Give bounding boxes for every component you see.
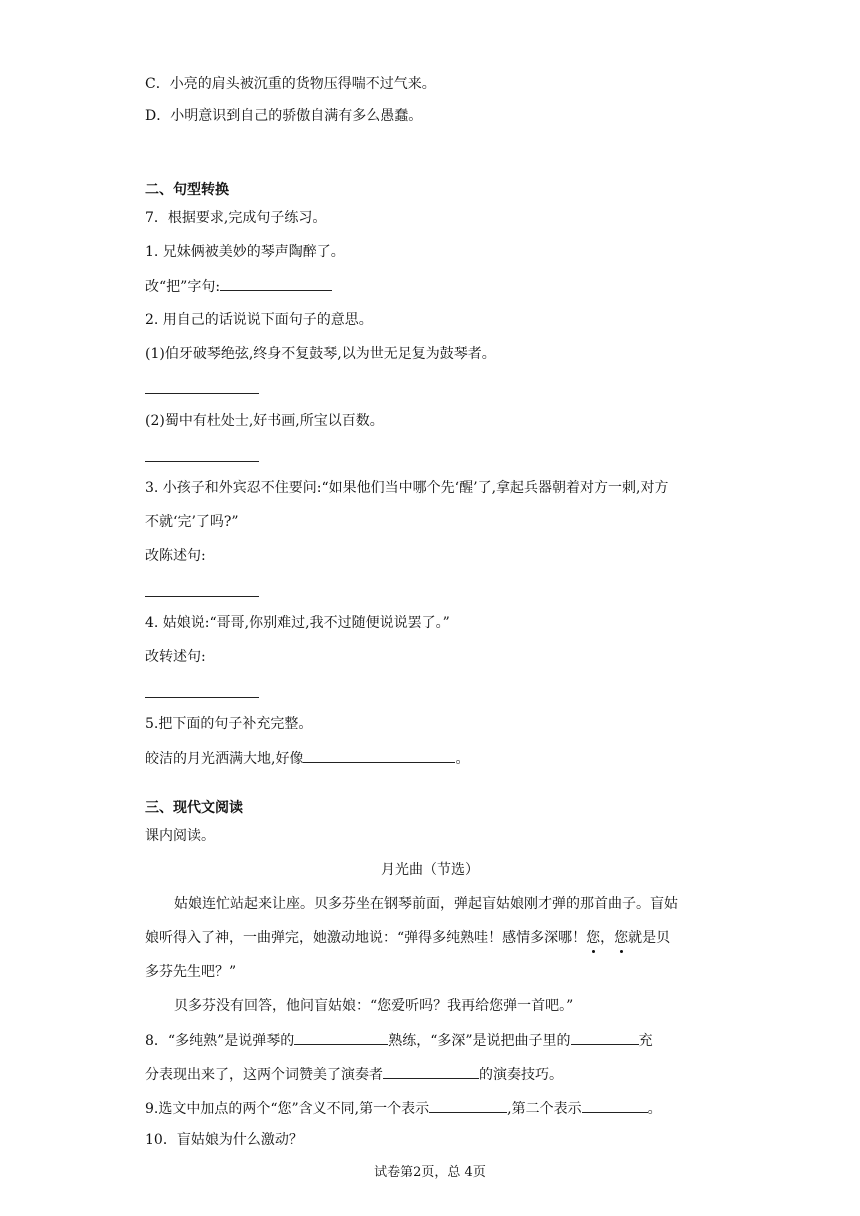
answer-line[interactable] xyxy=(145,393,259,394)
answer-blank[interactable] xyxy=(571,1030,639,1045)
sentence-4-requirement: 改转述句: xyxy=(145,649,206,665)
passage-line-3: 多芬先生吧？” xyxy=(145,964,237,980)
question-text: 分表现出来了，这两个词赞美了演奏者 xyxy=(145,1067,383,1083)
answer-blank[interactable] xyxy=(220,276,332,291)
question-9 xyxy=(145,1098,662,1119)
answer-blank[interactable] xyxy=(429,1098,507,1113)
question-text: ,第二个表示 xyxy=(507,1101,582,1117)
passage-title: 月光曲（节选） xyxy=(381,862,479,878)
page-footer: 试卷第2页，总 4页 xyxy=(374,1165,486,1180)
question-10: 10．盲姑娘为什么激动？ xyxy=(145,1132,303,1148)
question-text: 熟练，“多深”是说把曲子里的 xyxy=(388,1033,571,1049)
passage-line-2 xyxy=(145,928,670,948)
sentence-3-requirement: 改陈述句: xyxy=(145,548,206,564)
section-heading-modern-reading: 三、现代文阅读 xyxy=(145,800,243,816)
answer-blank[interactable] xyxy=(383,1064,479,1079)
sentence-3-line-1: 3. 小孩子和外宾忍不住要问:“如果他们当中哪个先‘醒’了,拿起兵器朝着对方一刺,对方 xyxy=(145,480,669,496)
sentence-1: 1. 兄妹俩被美妙的琴声陶醉了。 xyxy=(145,244,345,260)
passage-text: 娘听得入了神，一曲弹完，她激动地说：“弹得多纯熟哇！感情多深哪！ xyxy=(145,930,587,946)
reading-intro: 课内阅读。 xyxy=(145,828,215,844)
question-text: 8．“多纯熟”是说弹琴的 xyxy=(145,1033,295,1049)
sentence-2-b: (2)蜀中有杜处士,好书画,所宝以百数。 xyxy=(145,413,384,429)
sentence-5-prefix: 皎洁的月光洒满大地,好像 xyxy=(145,751,304,767)
answer-blank[interactable] xyxy=(582,1098,648,1113)
answer-line[interactable] xyxy=(145,596,259,597)
question-8-line-2 xyxy=(145,1064,563,1085)
answer-line[interactable] xyxy=(145,697,259,698)
option-c: C．小亮的肩头被沉重的货物压得喘不过气来。 xyxy=(145,76,436,92)
question-8-line-1 xyxy=(145,1030,653,1051)
sentence-5: 5.把下面的句子补充完整。 xyxy=(145,716,313,732)
sentence-3-line-2: 不就‘完’了吗?” xyxy=(145,514,239,530)
answer-line[interactable] xyxy=(145,461,259,462)
answer-blank[interactable] xyxy=(294,1030,388,1045)
sentence-4: 4. 姑娘说:“哥哥,你别难过,我不过随便说说罢了。” xyxy=(145,615,450,631)
passage-text: 就是贝 xyxy=(628,930,671,946)
sentence-2: 2. 用自己的话说说下面句子的意思。 xyxy=(145,312,373,328)
question-7: 7．根据要求,完成句子练习。 xyxy=(145,210,327,226)
requirement-label: 改“把”字句: xyxy=(145,279,221,295)
question-text: 。 xyxy=(647,1101,662,1117)
passage-text: ， xyxy=(600,930,615,946)
dotted-word-2: 您 xyxy=(614,930,629,946)
option-d: D．小明意识到自己的骄傲自满有多么愚蠢。 xyxy=(145,108,423,124)
question-text: 9.选文中加点的两个“您”含义不同,第一个表示 xyxy=(145,1101,430,1117)
sentence-2-a: (1)伯牙破琴绝弦,终身不复鼓琴,以为世无足复为鼓琴者。 xyxy=(145,346,496,362)
question-text: 充 xyxy=(638,1033,653,1049)
passage-line-4: 贝多芬没有回答，他问盲姑娘：“您爱听吗？我再给您弹一首吧。” xyxy=(174,998,574,1014)
passage-line-1: 姑娘连忙站起来让座。贝多芬坐在钢琴前面，弹起盲姑娘刚才弹的那首曲子。盲姑 xyxy=(174,896,678,912)
answer-blank[interactable] xyxy=(303,748,455,763)
question-text: 的演奏技巧。 xyxy=(479,1067,563,1083)
sentence-5-completion xyxy=(145,748,469,769)
section-heading-sentence-transform: 二、句型转换 xyxy=(145,182,229,198)
sentence-1-requirement xyxy=(145,276,332,297)
dotted-word-1: 您 xyxy=(586,930,601,946)
sentence-5-suffix: 。 xyxy=(455,751,470,767)
